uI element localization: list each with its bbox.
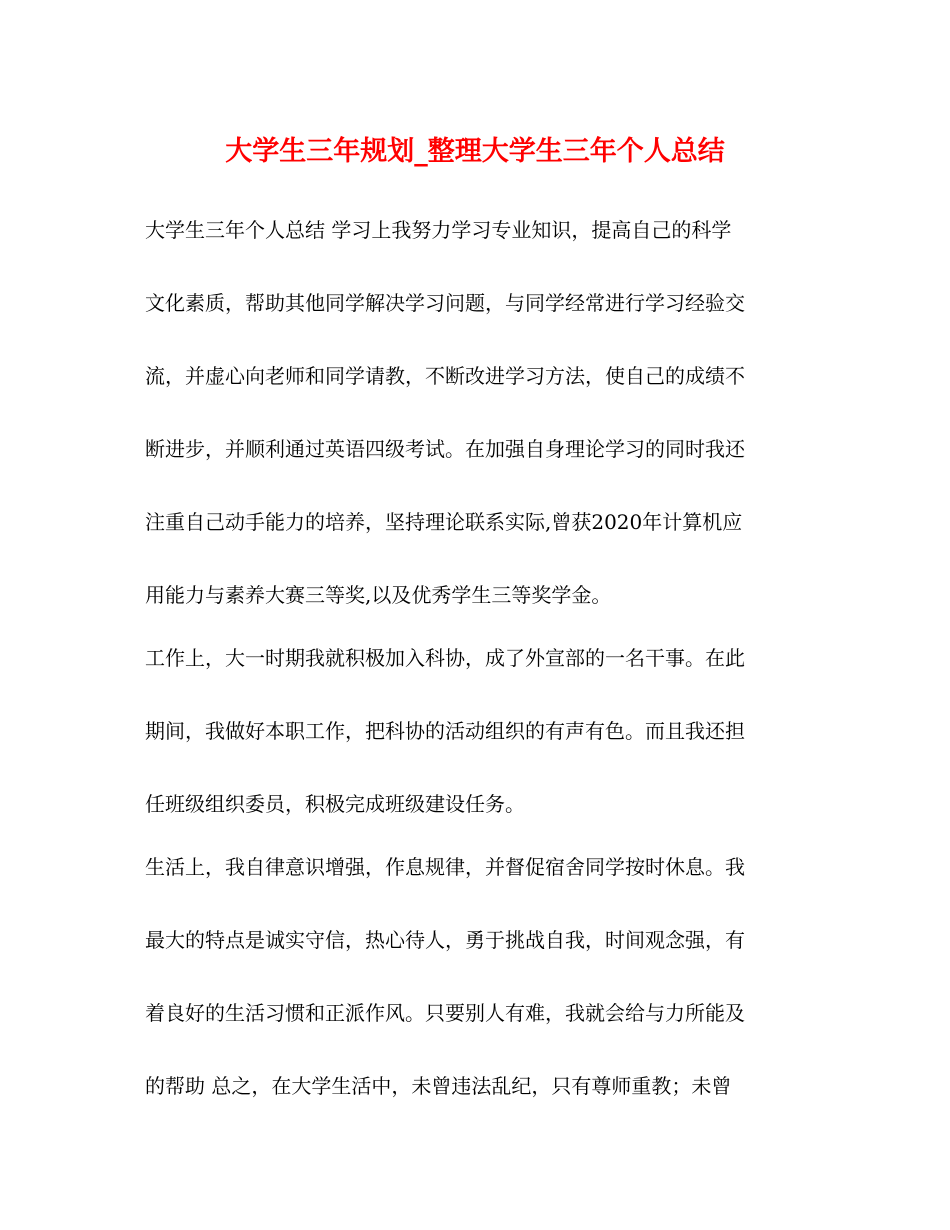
body-line: 生活上，我自律意识增强，作息规律，并督促宿舍同学按时休息。我 bbox=[145, 855, 745, 879]
body-line: 工作上，大一时期我就积极加入科协，成了外宣部的一名干事。在此 bbox=[145, 646, 745, 670]
body-line: 任班级组织委员，积极完成班级建设任务。 bbox=[145, 792, 525, 816]
body-line: 的帮助 总之，在大学生活中，未曾违法乱纪，只有尊师重教；未曾 bbox=[145, 1074, 732, 1098]
body-line: 大学生三年个人总结 学习上我努力学习专业知识，提高自己的科学 bbox=[145, 218, 732, 242]
body-line: 用能力与素养大赛三等奖,以及优秀学生三等奖学金。 bbox=[145, 583, 612, 607]
body-line: 着良好的生活习惯和正派作风。只要别人有难，我就会给与力所能及 bbox=[145, 1001, 745, 1025]
body-line: 断进步，并顺利通过英语四级考试。在加强自身理论学习的同时我还 bbox=[145, 437, 745, 461]
body-line: 流，并虚心向老师和同学请教，不断改进学习方法，使自己的成绩不 bbox=[145, 364, 745, 388]
body-line: 最大的特点是诚实守信，热心待人，勇于挑战自我，时间观念强，有 bbox=[145, 928, 745, 952]
body-line: 注重自己动手能力的培养，坚持理论联系实际,曾获2020年计算机应 bbox=[145, 510, 743, 534]
document-title: 大学生三年规划_整理大学生三年个人总结 bbox=[225, 136, 725, 167]
body-line: 期间，我做好本职工作，把科协的活动组织的有声有色。而且我还担 bbox=[145, 719, 745, 743]
body-line: 文化素质，帮助其他同学解决学习问题，与同学经常进行学习经验交 bbox=[145, 291, 745, 315]
